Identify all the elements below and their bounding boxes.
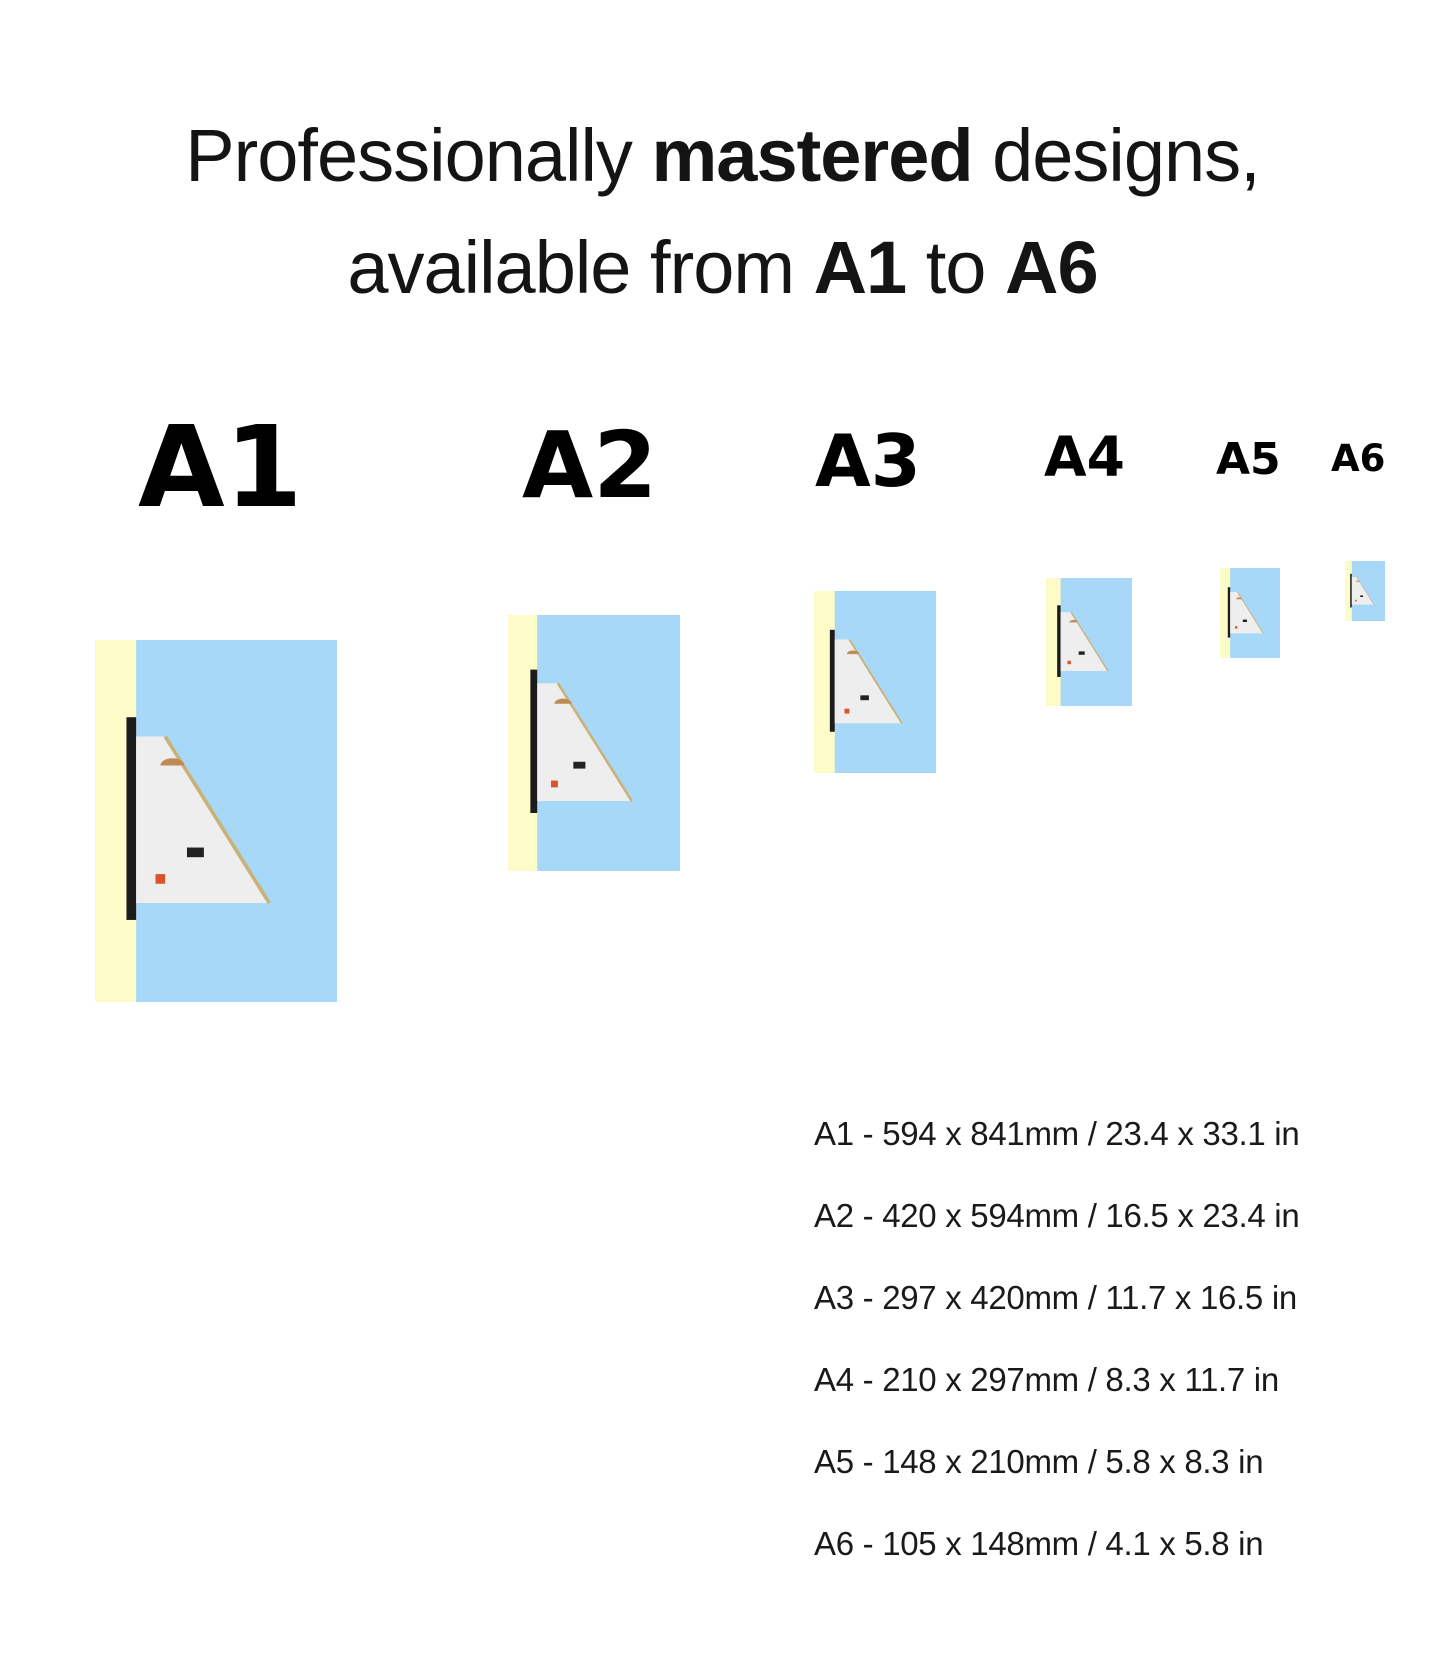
poster-door xyxy=(1068,661,1071,664)
poster-window xyxy=(860,695,869,700)
headline xyxy=(0,100,1445,324)
size-label-a2: A2 xyxy=(522,412,658,519)
spec-row-a6: A6 - 105 x 148mm / 4.1 x 5.8 in xyxy=(814,1525,1264,1562)
spec-row-a1: A1 - 594 x 841mm / 23.4 x 33.1 in xyxy=(814,1115,1300,1152)
poster-window xyxy=(1360,595,1363,597)
size-label-a3: A3 xyxy=(815,419,921,503)
poster-a3 xyxy=(814,591,936,773)
poster-door xyxy=(156,874,166,884)
size-spec-list xyxy=(814,1093,1414,1585)
size-label-a5: A5 xyxy=(1216,434,1281,485)
poster-a2 xyxy=(508,615,680,871)
poster-a4 xyxy=(1046,578,1132,706)
poster-wall xyxy=(530,670,537,813)
spec-row-a3: A3 - 297 x 420mm / 11.7 x 16.5 in xyxy=(814,1279,1297,1316)
size-label-a1: A1 xyxy=(138,403,303,533)
poster-door xyxy=(1235,626,1237,628)
poster-door xyxy=(551,781,558,788)
poster-wall xyxy=(126,717,136,920)
poster-a1 xyxy=(95,640,337,1002)
spec-row-a4: A4 - 210 x 297mm / 8.3 x 11.7 in xyxy=(814,1361,1279,1398)
poster-a6 xyxy=(1345,561,1385,621)
poster-window xyxy=(187,848,204,858)
poster-window xyxy=(1079,651,1085,654)
size-label-a6: A6 xyxy=(1331,437,1386,480)
poster-door xyxy=(1355,600,1357,602)
poster-window xyxy=(573,762,585,769)
size-label-a4: A4 xyxy=(1044,425,1125,489)
poster-wall xyxy=(830,630,835,732)
poster-a5 xyxy=(1220,568,1280,658)
headline-line-1: Professionally mastered designs, xyxy=(185,114,1260,197)
headline-line-2: available from A1 to A6 xyxy=(347,226,1098,309)
spec-row-a2: A2 - 420 x 594mm / 16.5 x 23.4 in xyxy=(814,1197,1300,1234)
poster-window xyxy=(1243,620,1247,622)
poster-wall xyxy=(1350,574,1352,608)
poster-wall xyxy=(1228,587,1230,637)
poster-wall xyxy=(1057,605,1060,677)
spec-row-a5: A5 - 148 x 210mm / 5.8 x 8.3 in xyxy=(814,1443,1264,1480)
poster-door xyxy=(845,709,850,714)
